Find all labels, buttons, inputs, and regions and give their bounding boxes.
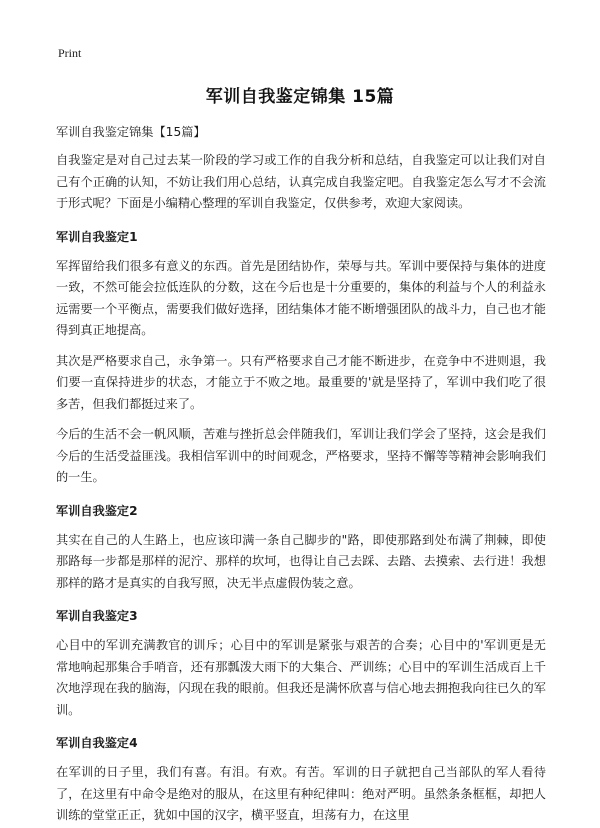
section-2-paragraph-1: 其实在自己的人生路上，也应该印满一条自己脚步的"路，即使那路到处布满了荆棘，即使那路每一步都是那样的泥泞、那样的坎坷，也得让自己去踩、去踏、去摸索、去行进！我想那样的路才是真实的自我写照，决无半点虚假伪装之意。 bbox=[56, 532, 546, 590]
section-4-paragraph-1: 在军训的日子里，我们有喜。有泪。有欢。有苦。军训的日子就把自己当部队的军人看待了，在这里有中命令是绝对的服从，在这里有种纪律叫：绝对严明。虽然条条框框，却把人训练的堂堂正正，犹如中国的汉字，横平竖直，坦荡有力，在这里 bbox=[56, 765, 546, 822]
section-heading-1: 军训自我鉴定1 bbox=[56, 229, 138, 244]
section-1-paragraph-3: 今后的生活不会一帆风顺，苦难与挫折总会伴随我们，军训让我们学会了坚持，这会是我们今后的生活受益匪浅。我相信军训中的时间观念，严格要求，坚持不懈等等精神会影响我们的一生。 bbox=[56, 427, 546, 484]
article-body bbox=[56, 122, 546, 828]
print-link[interactable]: Print bbox=[58, 46, 82, 60]
section-heading-3: 军训自我鉴定3 bbox=[56, 609, 138, 623]
intro-paragraph: 自我鉴定是对自己过去某一阶段的学习或工作的自我分析和总结，自我鉴定可以让我们对自己有个正确的认知，不妨让我们用心总结，认真完成自我鉴定吧。自我鉴定怎么写才不会流于形式呢？下面是小编精心整理的军训自我鉴定，仅供参考，欢迎大家阅读。 bbox=[56, 153, 546, 210]
section-1-paragraph-1: 军挥留给我们很多有意义的东西。首先是团结协作，荣辱与共。军训中要保持与集体的进度一致，不然可能会拉低连队的分数，这在今后也是十分重要的，集体的利益与个人的利益永远需要一个平衡点，需要我们做好选择，团结集体才能不断增强团队的战斗力，自己也才能得到真正地提高。 bbox=[56, 258, 546, 337]
section-1-paragraph-2: 其次是严格要求自己，永争第一。只有严格要求自己才能不断进步，在竞争中不进则退，我们要一直保持进步的状态，才能立于不败之地。最重要的'就是坚持了，军训中我们吃了很多苦，但我们都挺过来了。 bbox=[56, 353, 546, 411]
page-title: 军训自我鉴定锦集 15篇 bbox=[205, 87, 395, 107]
article-subtitle: 军训自我鉴定锦集【15篇】 bbox=[56, 125, 206, 139]
section-3-paragraph-1: 心目中的军训充满教官的训斥；心目中的军训是紧张与艰苦的合奏；心目中的'军训更是无常地响起那集合手哨音，还有那瓢泼大雨下的大集合、严训练；心目中的军训生活成百上千次地浮现在我的脑海，闪现在我的眼前。但我还是满怀欣喜与信心地去拥抱我向往已久的军训。 bbox=[56, 638, 546, 717]
section-heading-2: 军训自我鉴定2 bbox=[56, 503, 138, 518]
section-heading-4: 军训自我鉴定4 bbox=[56, 736, 138, 750]
